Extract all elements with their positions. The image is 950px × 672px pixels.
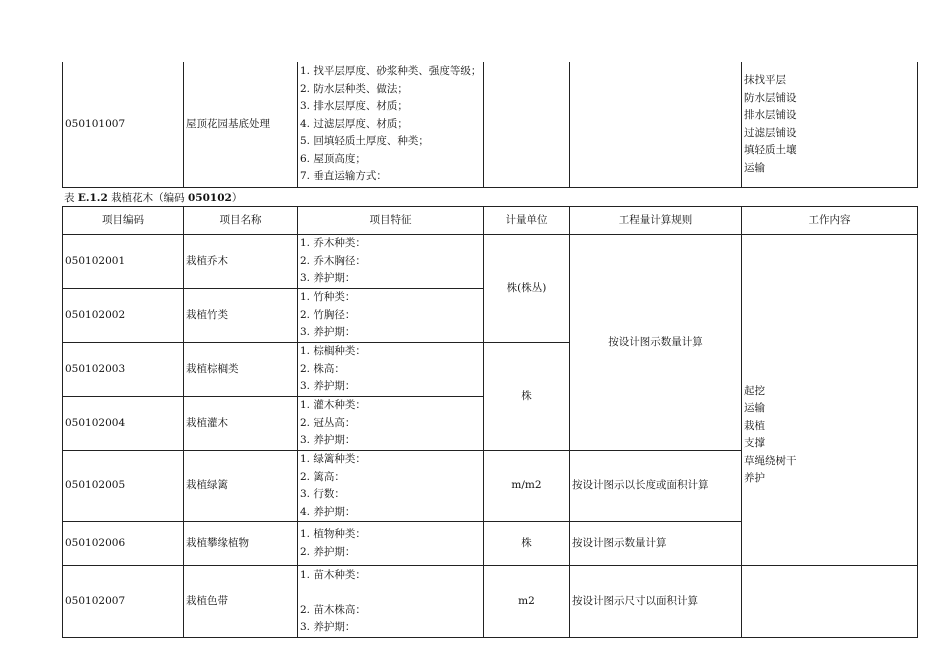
item-work <box>742 566 918 638</box>
header-rule: 工程量计算规则 <box>570 207 742 235</box>
item-name: 栽植色带 <box>184 566 298 638</box>
item-rule: 按设计图示尺寸以面积计算 <box>570 566 742 638</box>
item-code: 050101007 <box>63 62 184 188</box>
header-name: 项目名称 <box>184 207 298 235</box>
item-features: 1. 找平层厚度、砂浆种类、强度等级； 2. 防水层种类、做法； 3. 排水层厚度、材质； 4. 过滤层厚度、材质； 5. 回填轻质土厚度、种类； 6. 屋顶高度； 7. 垂直运输方式： <box>298 62 484 188</box>
table-header-row <box>63 207 918 235</box>
header-code: 项目编码 <box>63 207 184 235</box>
item-unit: 株 <box>484 522 570 566</box>
item-features: 1. 绿篱种类： 2. 篱高： 3. 行数： 4. 养护期： <box>298 451 484 522</box>
planting-table <box>62 206 918 638</box>
item-code: 050102001 <box>63 235 184 289</box>
item-features: 1. 灌木种类： 2. 冠丛高： 3. 养护期： <box>298 397 484 451</box>
header-work: 工作内容 <box>742 207 918 235</box>
item-features: 1. 苗木种类： 2. 苗木株高： 3. 养护期： <box>298 566 484 638</box>
item-rule: 按设计图示以长度或面积计算 <box>570 451 742 522</box>
table-row <box>63 566 918 638</box>
item-name: 栽植乔木 <box>184 235 298 289</box>
item-features: 1. 竹种类： 2. 竹胸径： 3. 养护期： <box>298 289 484 343</box>
item-name: 栽植攀缘植物 <box>184 522 298 566</box>
item-name: 栽植棕榈类 <box>184 343 298 397</box>
item-name: 栽植绿篱 <box>184 451 298 522</box>
item-unit <box>484 62 570 188</box>
item-code: 050102003 <box>63 343 184 397</box>
item-unit: 株(株丛) <box>484 235 570 343</box>
item-code: 050102007 <box>63 566 184 638</box>
item-name: 栽植竹类 <box>184 289 298 343</box>
item-features: 1. 乔木种类： 2. 乔木胸径： 3. 养护期： <box>298 235 484 289</box>
item-rule <box>570 62 742 188</box>
item-unit: 株 <box>484 343 570 451</box>
work-content: 起挖 运输 栽植 支撑 草绳绕树干 养护 <box>742 235 918 566</box>
header-features: 项目特征 <box>298 207 484 235</box>
table-row <box>63 62 918 188</box>
item-features: 1. 棕榈种类： 2. 株高： 3. 养护期： <box>298 343 484 397</box>
item-name: 栽植灌木 <box>184 397 298 451</box>
item-code: 050102006 <box>63 522 184 566</box>
item-work: 抹找平层 防水层铺设 排水层铺设 过滤层铺设 填轻质土壤 运输 <box>742 62 918 188</box>
item-unit: m2 <box>484 566 570 638</box>
item-unit: m/m2 <box>484 451 570 522</box>
item-rule: 按设计图示数量计算 <box>570 522 742 566</box>
item-code: 050102005 <box>63 451 184 522</box>
item-name: 屋顶花园基底处理 <box>184 62 298 188</box>
item-features: 1. 植物种类： 2. 养护期： <box>298 522 484 566</box>
previous-section-table <box>62 62 918 188</box>
table-caption: 表 E.1.2 栽植花木（编码 050102） <box>64 192 243 204</box>
item-rule: 按设计图示数量计算 <box>570 235 742 451</box>
table-row <box>63 235 918 289</box>
item-code: 050102002 <box>63 289 184 343</box>
item-code: 050102004 <box>63 397 184 451</box>
header-unit: 计量单位 <box>484 207 570 235</box>
